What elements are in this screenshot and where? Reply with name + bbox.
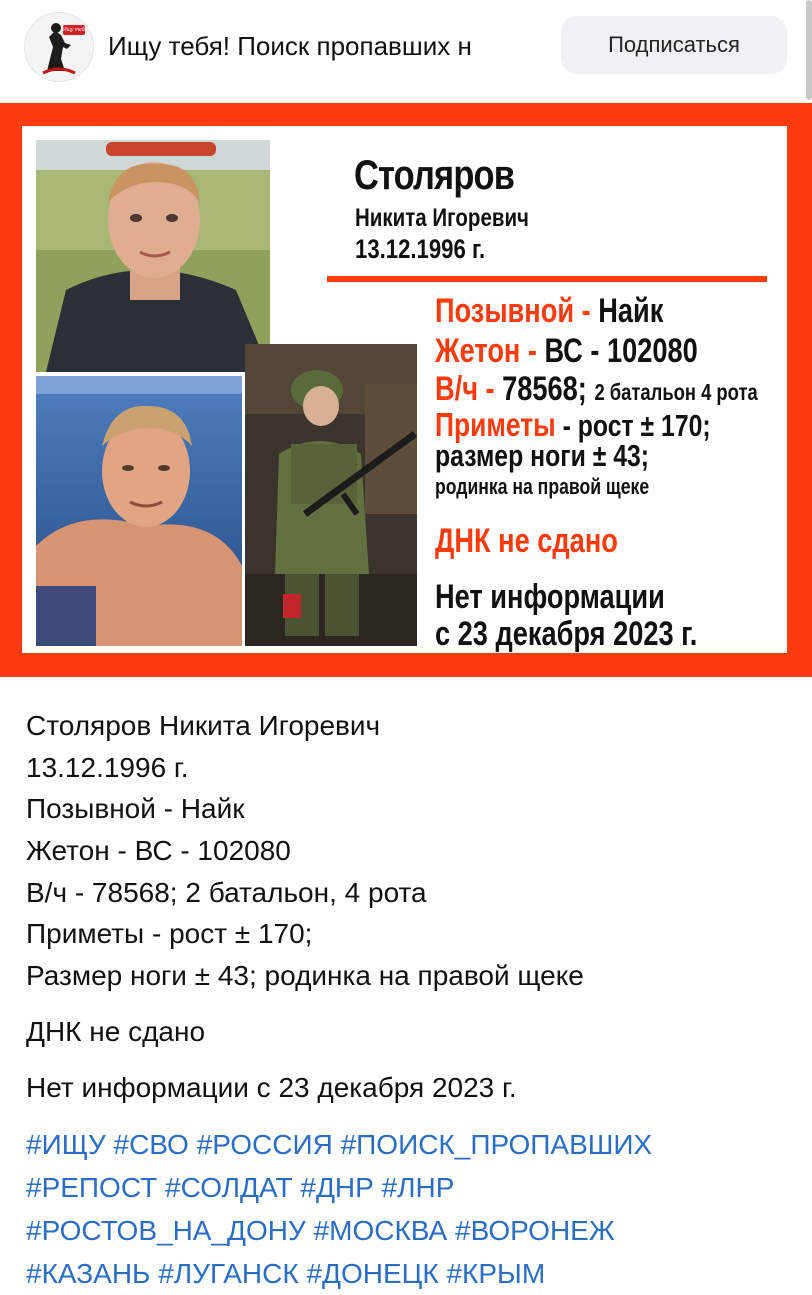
poster-unit-detail: 2 батальон 4 рота [594,379,758,405]
poster-divider [327,276,767,282]
hashtag-link[interactable]: #КАЗАНЬ [26,1258,151,1289]
post-line-callsign: Позывной - Найк [26,793,245,825]
hashtag-row [26,1209,796,1252]
poster-signs-line2: размер ноги ± 43; [435,438,650,473]
hashtag-link[interactable]: #ЛУГАНСК [158,1258,299,1289]
hashtag-link[interactable]: #РОСТОВ_НА_ДОНУ [26,1215,306,1246]
post-line-noinfo: Нет информации с 23 декабря 2023 г. [26,1071,517,1103]
post-line-size: Размер ноги ± 43; родинка на правой щеке [26,960,584,992]
poster-noinfo-1: Нет информации [435,578,665,616]
post-line-dna: ДНК не сдано [26,1015,206,1047]
hashtags [26,1123,796,1295]
subscribe-button[interactable]: Подписаться [561,16,787,74]
poster-unit-value: 78568; [502,370,587,408]
poster-signs-label: Приметы [435,406,556,443]
hashtag-row [26,1252,796,1295]
hashtag-row [26,1123,796,1166]
hashtag-link[interactable]: #РОССИЯ [196,1129,333,1160]
poster-name: Никита Игоревич [355,204,529,232]
post-line-birthdate: 13.12.1996 г. [26,751,189,783]
hashtag-link[interactable]: #СОЛДАТ [165,1172,293,1203]
hashtag-link[interactable]: #ДНР [300,1172,374,1203]
post-image[interactable] [0,103,812,677]
avatar-logo-icon [25,13,93,81]
post-text [26,705,796,1108]
photo-selfie-water [36,376,242,646]
poster-signs-line3: родинка на правой щеке [435,474,650,499]
poster-callsign-value: Найк [598,292,664,330]
hashtag-link[interactable]: #ЛНР [381,1172,455,1203]
scrollbar[interactable] [806,0,812,100]
channel-header [0,0,812,92]
hashtag-link[interactable]: #ПОИСК_ПРОПАВШИХ [340,1129,653,1160]
channel-avatar[interactable] [24,12,94,82]
hashtag-link[interactable]: #КРЫМ [446,1258,546,1289]
poster-token-label: Жетон - [435,332,537,370]
title-fade [496,24,552,68]
poster-unit-label: В/ч - [435,370,495,408]
poster-unit [435,370,758,409]
poster-dna: ДНК не сдано [435,522,618,560]
hashtag-link[interactable]: #ДОНЕЦК [306,1258,439,1289]
poster-surname: Столяров [354,151,515,198]
hashtag-link[interactable]: #ИЩУ [26,1129,106,1160]
post-line-token: Жетон - ВС - 102080 [26,835,291,867]
post-line-name: Столяров Никита Игоревич [26,710,381,741]
hashtag-row [26,1166,796,1209]
poster-callsign [435,292,663,331]
avatar-caption: Ищу тебя! [63,27,89,33]
photo-selfie-field [36,140,270,372]
poster-token [435,332,698,371]
hashtag-link[interactable]: #СВО [113,1129,189,1160]
poster-signs-value: - рост ± 170; [562,408,711,443]
hashtag-link[interactable]: #МОСКВА [313,1215,448,1246]
poster-callsign-label: Позывной - [435,292,591,330]
poster-token-value: ВС - 102080 [544,332,698,370]
poster-noinfo-2: с 23 декабря 2023 г. [435,615,698,653]
hashtag-link[interactable]: #ВОРОНЕЖ [455,1215,615,1246]
poster-card [22,126,787,653]
channel-title[interactable]: Ищу тебя! Поиск пропавших н [108,31,472,61]
poster-birthdate: 13.12.1996 г. [355,234,486,264]
post-line-unit: В/ч - 78568; 2 батальон, 4 рота [26,876,427,908]
photo-soldier [245,344,417,646]
post-line-signs: Приметы - рост ± 170; [26,918,313,950]
hashtag-link[interactable]: #РЕПОСТ [26,1172,158,1203]
